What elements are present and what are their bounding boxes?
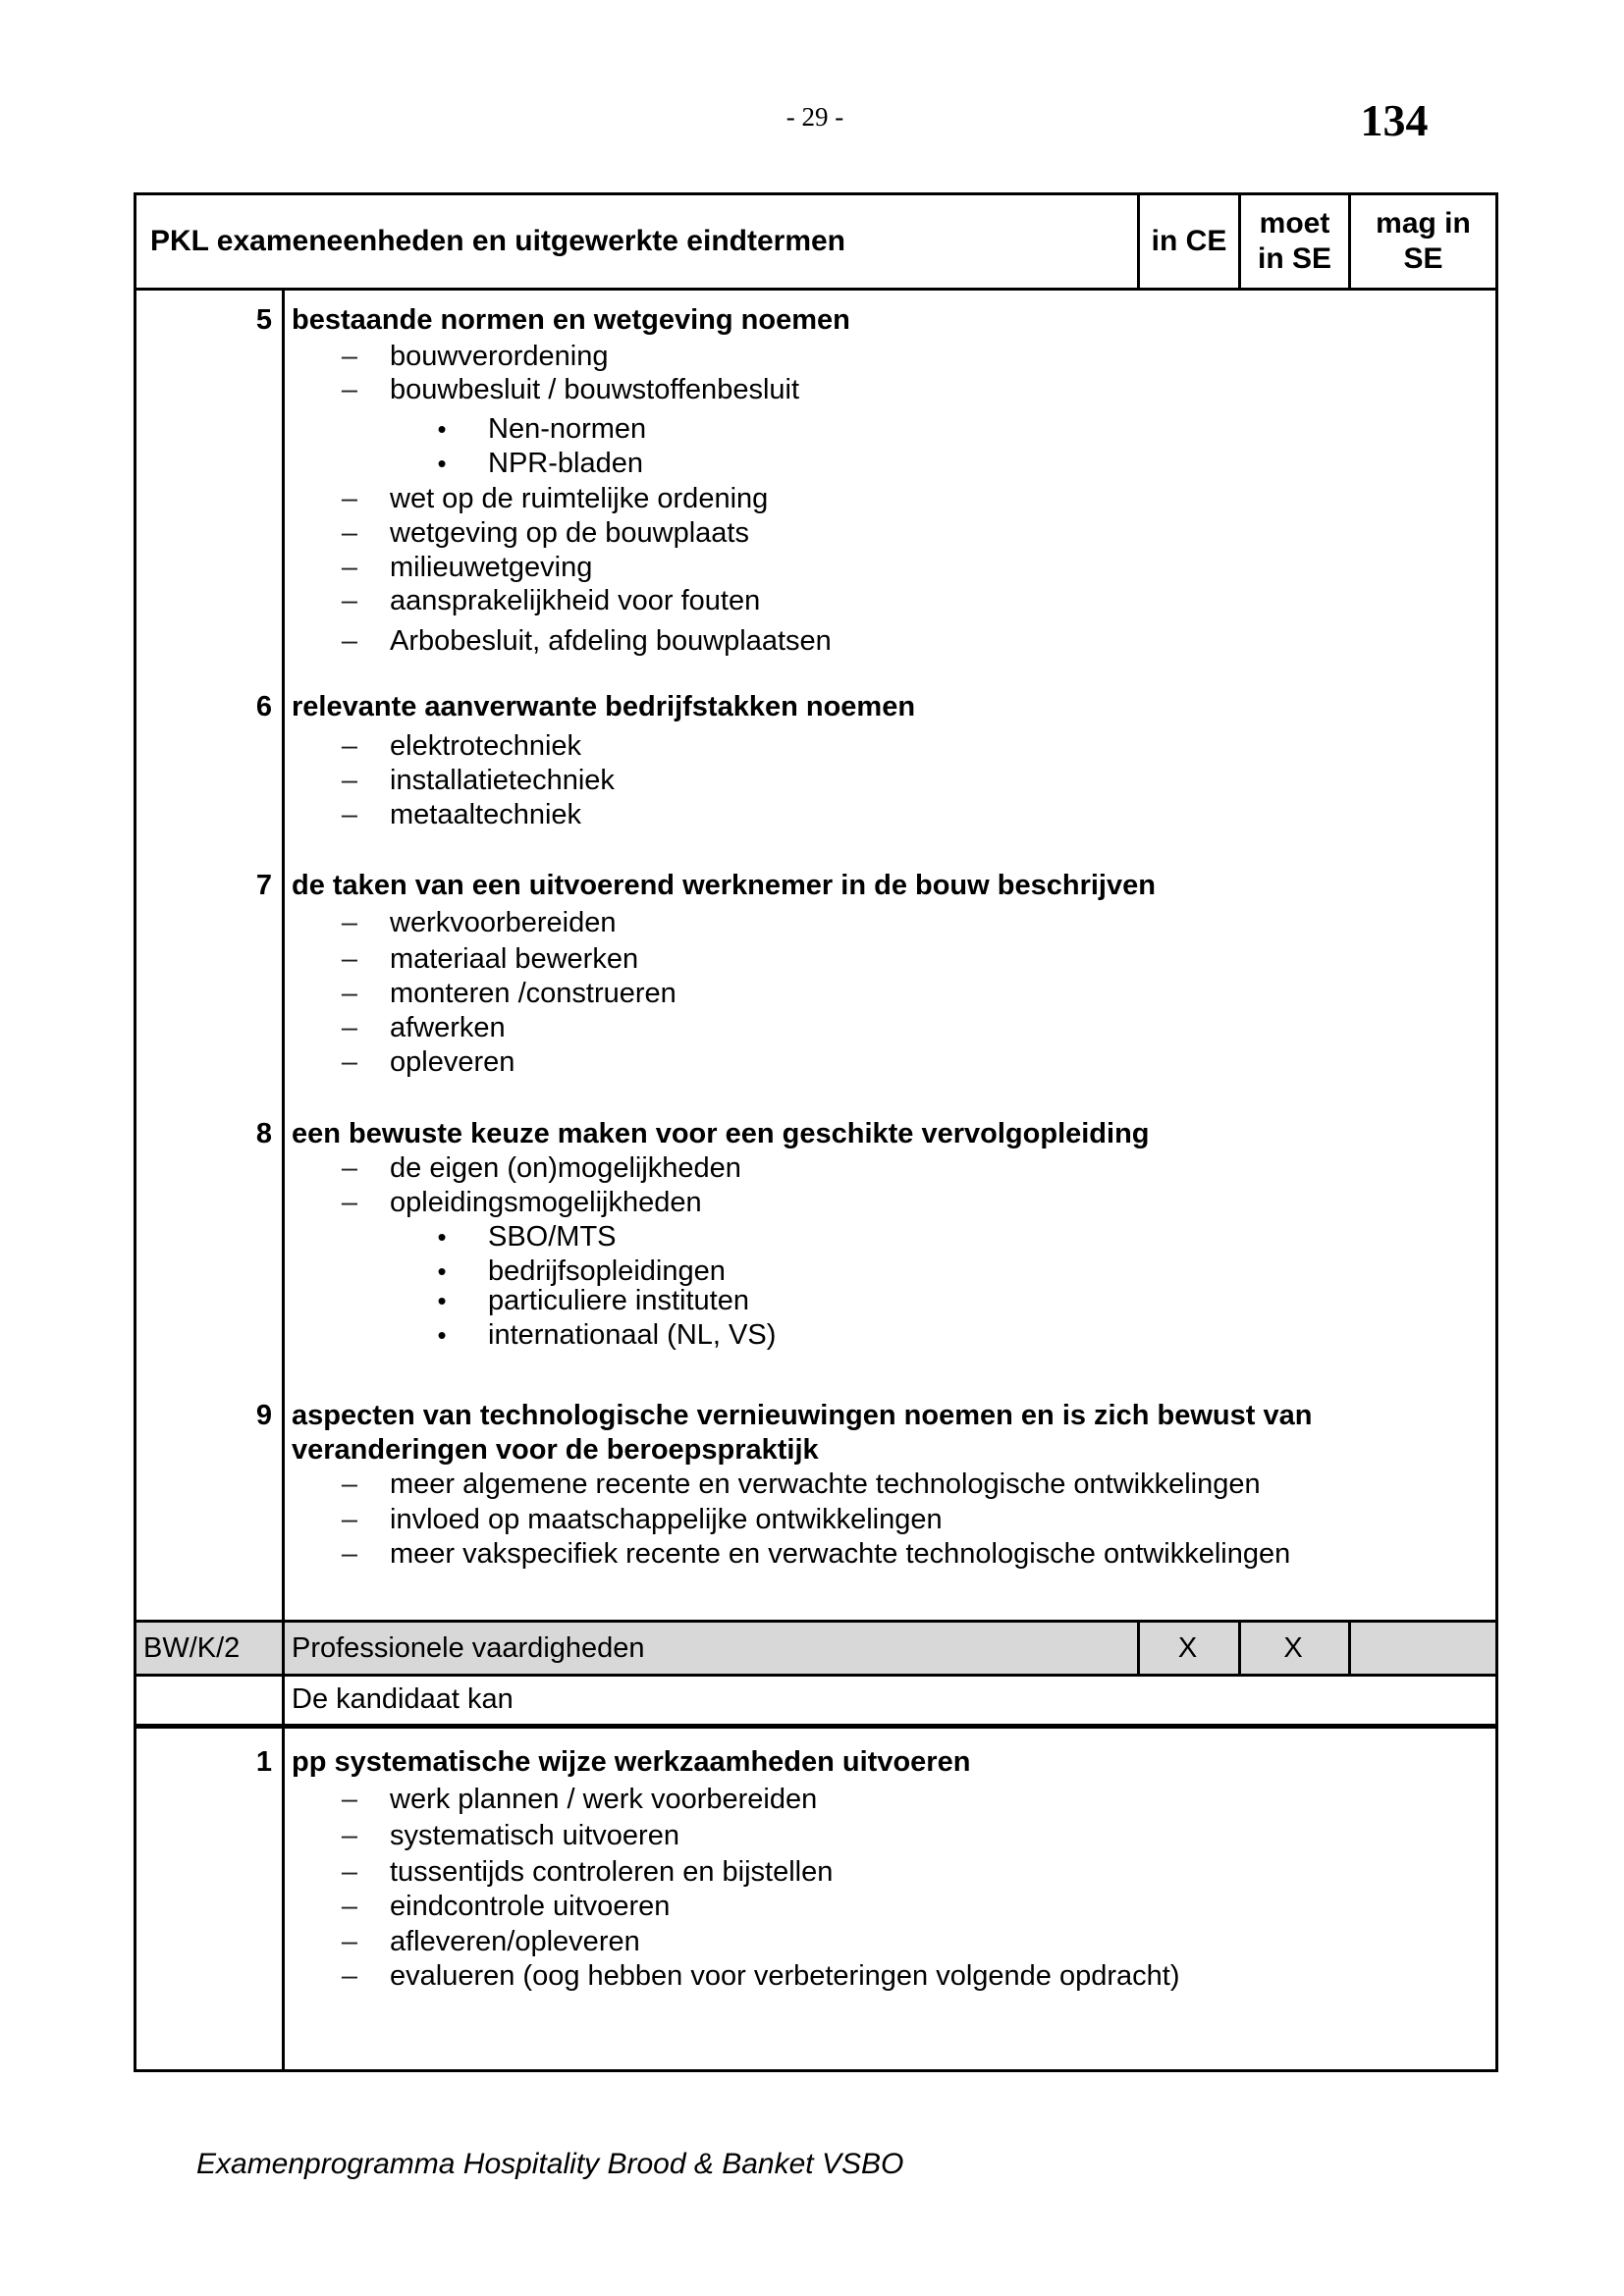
dash-marker: – <box>341 374 358 405</box>
dash-marker: – <box>341 1926 358 1957</box>
list-item: de eigen (on)mogelijkheden <box>390 1152 741 1184</box>
bullet-marker: • <box>437 1320 447 1350</box>
list-item: bouwverordening <box>390 341 609 372</box>
list-item: bedrijfsopleidingen <box>488 1255 726 1287</box>
dash-marker: – <box>341 1856 358 1888</box>
list-item: elektrotechniek <box>390 730 582 762</box>
dash-marker: – <box>341 1468 358 1500</box>
list-item: werkvoorbereiden <box>390 907 617 938</box>
dash-marker: – <box>341 1187 358 1218</box>
list-item: metaaltechniek <box>390 799 582 830</box>
list-item: Nen-normen <box>488 413 647 445</box>
dash-marker: – <box>341 943 358 975</box>
list-item: installatietechniek <box>390 765 615 796</box>
dash-marker: – <box>341 625 358 657</box>
list-item: werk plannen / werk voorbereiden <box>390 1784 818 1815</box>
list-item: wetgeving op de bouwplaats <box>390 517 749 549</box>
dash-marker: – <box>341 1504 358 1535</box>
dash-marker: – <box>341 1820 358 1851</box>
list-item: opleveren <box>390 1046 515 1078</box>
item-title: pp systematische wijze werkzaamheden uitvoeren <box>292 1746 971 1778</box>
dash-marker: – <box>341 585 358 616</box>
dash-marker: – <box>341 552 358 583</box>
kern-moet-se-mark: X <box>1283 1632 1303 1664</box>
dash-marker: – <box>341 483 358 514</box>
kern-in-ce-mark: X <box>1177 1632 1198 1664</box>
bullet-marker: • <box>437 1222 447 1252</box>
column-header-moet-in-se: moet in SE <box>1257 207 1331 275</box>
list-item: materiaal bewerken <box>390 943 639 975</box>
table-header-title <box>136 195 1137 288</box>
dash-marker: – <box>341 341 358 372</box>
list-item: invloed op maatschappelijke ontwikkelingen <box>390 1504 943 1535</box>
dash-marker: – <box>341 1960 358 1992</box>
kern-label: Professionele vaardigheden <box>292 1632 645 1664</box>
dash-marker: – <box>341 1046 358 1078</box>
dash-marker: – <box>341 1538 358 1570</box>
list-item: afwerken <box>390 1012 506 1043</box>
list-item: evalueren (oog hebben voor verbeteringen volgende opdracht) <box>390 1960 1180 1992</box>
bullet-marker: • <box>437 1286 447 1315</box>
folio-number: 134 <box>1360 95 1429 145</box>
kern-code: BW/K/2 <box>143 1632 241 1664</box>
list-item: Arbobesluit, afdeling bouwplaatsen <box>390 625 832 657</box>
list-item: afleveren/opleveren <box>390 1926 640 1957</box>
dash-marker: – <box>341 517 358 549</box>
dash-marker: – <box>341 1784 358 1815</box>
list-item: meer vakspecifiek recente en verwachte technologische ontwikkelingen <box>390 1538 1291 1570</box>
kandidaat-row-text: De kandidaat kan <box>292 1683 514 1715</box>
bullet-marker: • <box>437 449 447 478</box>
dash-marker: – <box>341 799 358 830</box>
column-header-mag-in-se: mag in SE <box>1376 207 1471 275</box>
list-item: wet op de ruimtelijke ordening <box>390 483 769 514</box>
list-item: opleidingsmogelijkheden <box>390 1187 702 1218</box>
item-number: 6 <box>255 691 272 722</box>
list-item: systematisch uitvoeren <box>390 1820 679 1851</box>
dash-marker: – <box>341 907 358 938</box>
dash-marker: – <box>341 978 358 1009</box>
item-title: bestaande normen en wetgeving noemen <box>292 304 850 336</box>
list-item: internationaal (NL, VS) <box>488 1319 777 1351</box>
list-item: meer algemene recente en verwachte technologische ontwikkelingen <box>390 1468 1261 1500</box>
item-title: relevante aanverwante bedrijfstakken noemen <box>292 691 916 722</box>
dash-marker: – <box>341 1891 358 1922</box>
table-border <box>282 288 285 2072</box>
page-number: - 29 - <box>785 102 844 132</box>
item-number: 9 <box>255 1400 272 1431</box>
dash-marker: – <box>341 1152 358 1184</box>
column-header-in-ce: in CE <box>1151 225 1227 257</box>
list-item: eindcontrole uitvoeren <box>390 1891 671 1922</box>
item-title: de taken van een uitvoerend werknemer in de bouw beschrijven <box>292 870 1156 901</box>
dash-marker: – <box>341 765 358 796</box>
list-item: tussentijds controleren en bijstellen <box>390 1856 834 1888</box>
table-border <box>134 288 1498 291</box>
dash-marker: – <box>341 730 358 762</box>
dash-marker: – <box>341 1012 358 1043</box>
item-title: aspecten van technologische vernieuwingen noemen en is zich bewust van <box>292 1400 1313 1431</box>
list-item: aansprakelijkheid voor fouten <box>390 585 761 616</box>
item-number: 7 <box>255 870 272 901</box>
list-item: NPR-bladen <box>488 448 643 479</box>
bullet-marker: • <box>437 1256 447 1286</box>
bullet-marker: • <box>437 414 447 444</box>
list-item: particuliere instituten <box>488 1285 749 1316</box>
list-item: monteren /construeren <box>390 978 677 1009</box>
item-number: 5 <box>255 304 272 336</box>
item-number: 8 <box>255 1118 272 1149</box>
footer-text: Examenprogramma Hospitality Brood & Banket VSBO <box>196 2148 904 2180</box>
kern-mag-se-mark <box>1348 1623 1495 1674</box>
table-header-title-label: PKL exameneenheden en uitgewerkte eindtermen <box>150 225 846 257</box>
list-item: bouwbesluit / bouwstoffenbesluit <box>390 374 800 405</box>
list-item: milieuwetgeving <box>390 552 593 583</box>
item-title-continued: veranderingen voor de beroepspraktijk <box>292 1434 819 1466</box>
item-title: een bewuste keuze maken voor een geschikte vervolgopleiding <box>292 1118 1150 1149</box>
item-number: 1 <box>255 1746 272 1778</box>
table-border <box>134 1724 1498 1729</box>
list-item: SBO/MTS <box>488 1221 617 1253</box>
